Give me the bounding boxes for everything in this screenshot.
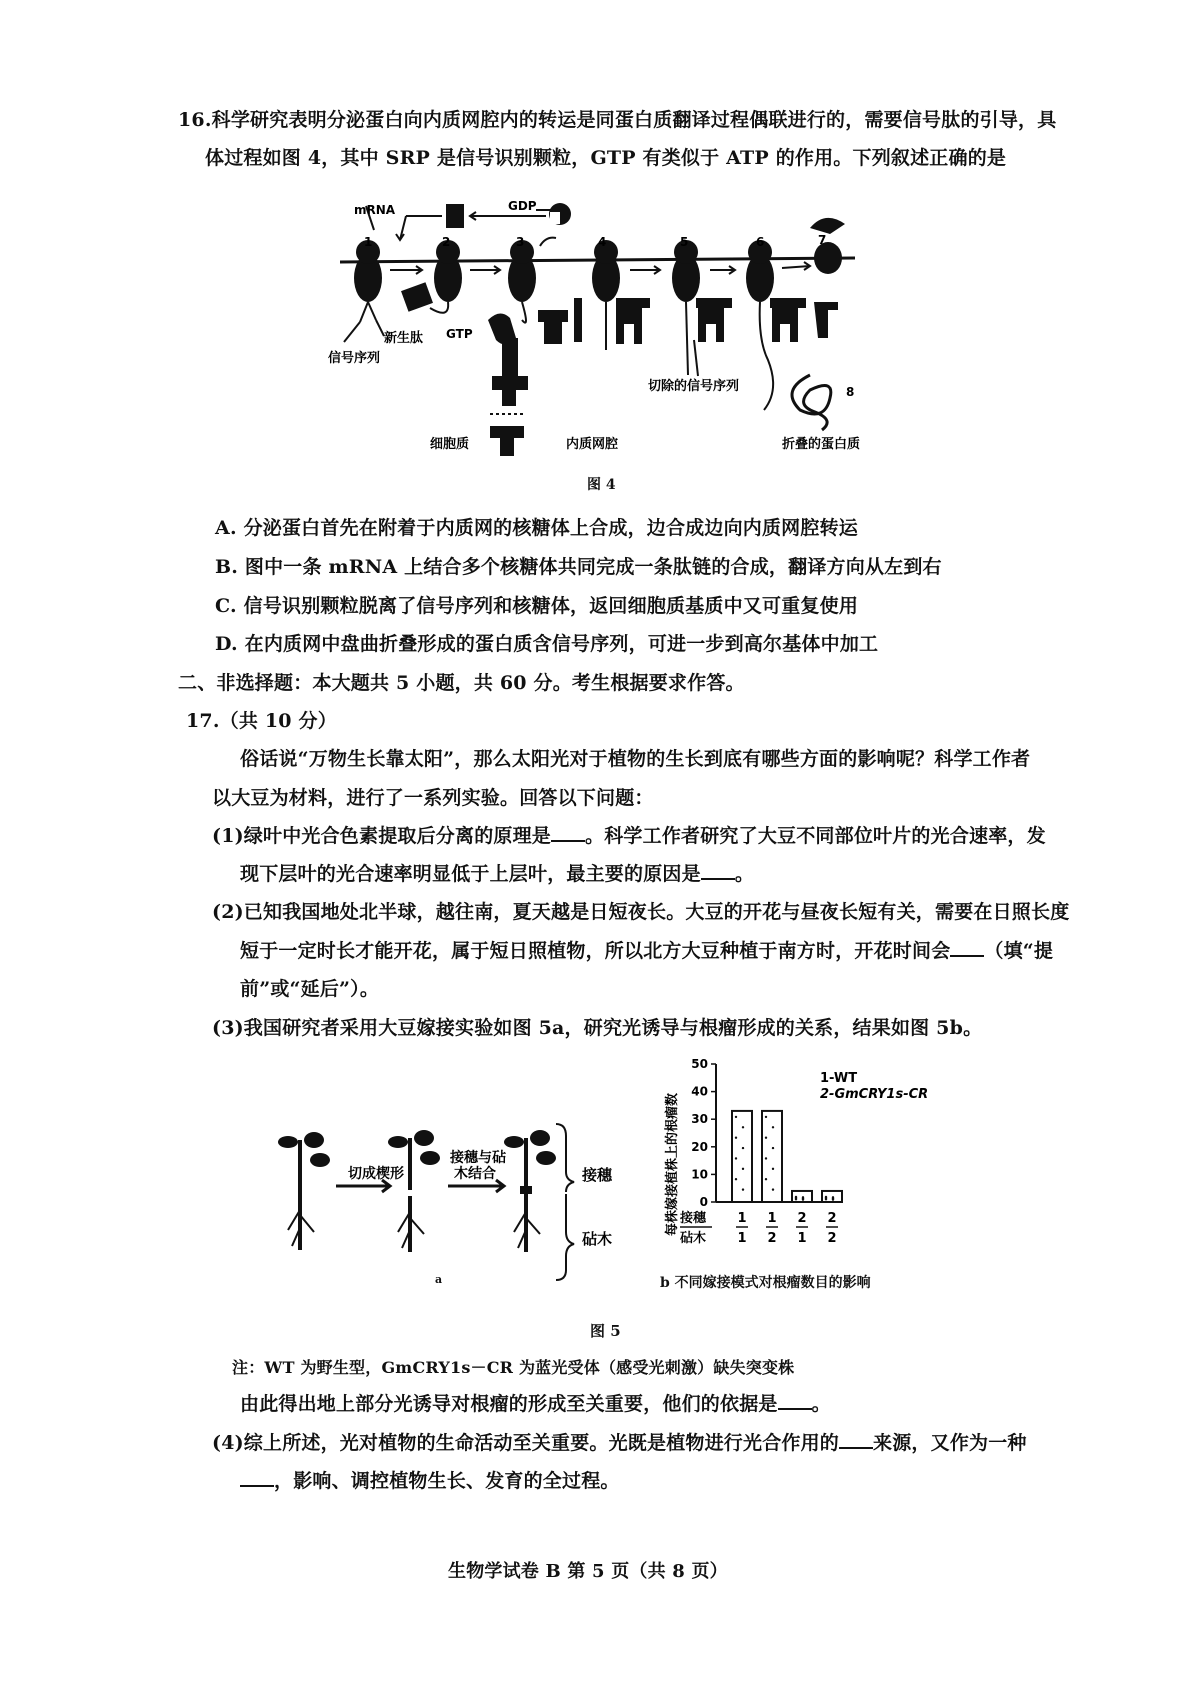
q16-option-d: D. 在内质网中盘曲折叠形成的蛋白质含信号序列，可进一步到高尔基体中加工: [215, 633, 879, 655]
label-n2: 2: [442, 235, 451, 249]
label-rootstock: 砧木: [582, 1230, 613, 1248]
q17-p4b-post: ，影响、调控植物生长、发育的全过程。: [274, 1470, 620, 1492]
ribosome-1: [354, 240, 382, 302]
q17-p1b-post: 。: [734, 863, 755, 885]
label-n7: 7: [818, 233, 827, 247]
label-folded-protein: 折叠的蛋白质: [782, 437, 861, 452]
label-gtp: GTP: [446, 327, 473, 341]
page-footer: 生物学试卷 B 第 5 页（共 8 页）: [448, 1561, 728, 1582]
q17-intro2: 以大豆为材料，进行了一系列实验。回答以下问题：: [212, 787, 654, 809]
label-step-join-b: 木结合: [454, 1166, 496, 1182]
bar-dot: [765, 1157, 767, 1159]
label-n8: 8: [846, 385, 855, 399]
label-cleaved-signal: 切除的信号序列: [648, 379, 740, 394]
q17-part3-conclusion: [240, 1392, 831, 1416]
srp-bound-icon: [401, 282, 433, 312]
chart-y-axis-title: 每株嫁接植株上的根瘤数: [665, 1092, 680, 1236]
label-mrna: mRNA: [354, 203, 396, 217]
q17-header: 17.（共 10 分）: [186, 710, 337, 732]
q17-p1a-post: 。科学工作者研究了大豆不同部位叶片的光合速率，发: [585, 825, 1046, 847]
label-cytoplasm: 细胞质: [430, 437, 470, 452]
q16-option-b: B. 图中一条 mRNA 上结合多个核糖体共同完成一条肽链的合成，翻译方向从左到右: [215, 556, 942, 578]
bar-dot: [765, 1116, 767, 1118]
figure-4-caption: 图 4: [587, 477, 616, 493]
label-nascent: 新生肽: [384, 331, 424, 346]
bar-dot: [772, 1168, 774, 1170]
label-signal-seq: 信号序列: [328, 351, 381, 366]
bar-dot: [742, 1168, 744, 1170]
bar-dot: [735, 1178, 737, 1180]
bar-dot: [742, 1188, 744, 1190]
chart-row-scion: 接穗: [680, 1211, 707, 1226]
ribosome-6: [746, 240, 774, 302]
y-tick-label-2: 20: [691, 1139, 708, 1154]
bar-dot: [742, 1126, 744, 1128]
brace-rootstock: [556, 1194, 574, 1280]
label-step-join-a: 接穗与砧: [450, 1150, 506, 1166]
x-label-scion-0: 1: [737, 1211, 747, 1226]
brace-scion: [556, 1124, 574, 1192]
q17-intro1: 俗话说“万物生长靠太阳”，那么太阳光对于植物的生长到底有哪些方面的影响呢？科学工作者: [240, 748, 1031, 770]
bar-1-2: [762, 1111, 782, 1202]
q17-p1b-pre: 现下层叶的光合速率明显低于上层叶，最主要的原因是: [240, 863, 701, 885]
bar-dot: [772, 1126, 774, 1128]
q17-part3: (3)我国研究者采用大豆嫁接实验如图 5a，研究光诱导与根瘤形成的关系，结果如图 5b。: [212, 1017, 983, 1039]
ribosome-5: [672, 240, 700, 302]
q17-part4-line1: [212, 1431, 1027, 1455]
q17-p4a-post: 来源，又作为一种: [873, 1432, 1027, 1454]
ribosome-2: [434, 240, 462, 302]
x-label-rootstock-2: 1: [797, 1231, 807, 1246]
label-n5: 5: [680, 235, 689, 249]
y-tick-label-1: 10: [691, 1167, 708, 1182]
plant-icon-2: [388, 1130, 440, 1252]
x-label-rootstock-1: 2: [767, 1231, 777, 1246]
srp-gdp-icon: [549, 203, 571, 225]
bar-1-1: [732, 1111, 752, 1202]
plant-icon-3: [504, 1130, 556, 1252]
q17-p2b-pre: 短于一定时长才能开花，属于短日照植物，所以北方大豆种植于南方时，开花时间会: [240, 940, 951, 962]
x-label-scion-2: 2: [797, 1211, 807, 1226]
label-n6: 6: [756, 235, 765, 249]
q17-p1a-pre: (1)绿叶中光合色素提取后分离的原理是: [212, 825, 552, 847]
answer-blank-2[interactable]: [701, 862, 735, 880]
figure-5a-sub-label: a: [435, 1273, 443, 1286]
figure-5b-sub-caption: b 不同嫁接模式对根瘤数目的影响: [660, 1275, 871, 1291]
chart-row-rootstock: 砧木: [680, 1231, 707, 1246]
label-gdp: GDP: [508, 199, 537, 213]
y-tick-label-3: 30: [691, 1112, 708, 1127]
q17-part2-line3: 前”或“延后”）。: [240, 978, 380, 1000]
figure-5a-grafting: [270, 1120, 630, 1290]
x-label-scion-3: 2: [827, 1211, 837, 1226]
q17-p2b-post: （填“提: [984, 940, 1054, 962]
q16-line1: 16.科学研究表明分泌蛋白向内质网腔内的转运是同蛋白质翻译过程偶联进行的，需要信号肽的引导，具: [178, 109, 1057, 131]
answer-blank-4[interactable]: [778, 1392, 812, 1410]
bar-dot: [825, 1198, 827, 1200]
label-scion: 接穗: [582, 1166, 613, 1184]
bar-dot: [735, 1116, 737, 1118]
x-label-rootstock-0: 1: [737, 1231, 747, 1246]
ribosome-4: [592, 240, 620, 302]
bar-dot: [772, 1188, 774, 1190]
bar-dot: [772, 1147, 774, 1149]
q17-p3-conc-post: 。: [811, 1393, 831, 1415]
label-step-wedge: 切成楔形: [348, 1166, 404, 1182]
bar-dot: [765, 1136, 767, 1138]
label-er-lumen: 内质网腔: [566, 437, 619, 452]
bar-dot: [832, 1198, 834, 1200]
label-n1: 1: [364, 235, 373, 249]
y-tick-label-0: 0: [699, 1195, 708, 1209]
figure-4-diagram: [310, 190, 870, 470]
q17-part2-line1: (2)已知我国地处北半球，越往南，夏天越是日短夜长。大豆的开花与昼夜长短有关，需要在日照长度: [212, 901, 1070, 923]
bar-dot: [765, 1178, 767, 1180]
q16-option-c: C. 信号识别颗粒脱离了信号序列和核糖体，返回细胞质基质中又可重复使用: [215, 595, 859, 617]
bar-dot: [742, 1147, 744, 1149]
y-tick-label-4: 40: [691, 1084, 708, 1099]
q16-option-a: A. 分泌蛋白首先在附着于内质网的核糖体上合成，边合成边向内质网腔转运: [215, 517, 858, 539]
q17-p3-conc-pre: 由此得出地上部分光诱导对根瘤的形成至关重要，他们的依据是: [240, 1393, 778, 1415]
answer-blank-6[interactable]: [240, 1469, 274, 1487]
q17-part1-line2: [240, 862, 754, 886]
answer-blank-3[interactable]: [950, 939, 984, 957]
bar-dot: [735, 1136, 737, 1138]
y-tick-label-5: 50: [691, 1057, 708, 1071]
x-label-scion-1: 1: [767, 1211, 777, 1226]
q17-p4a-pre: (4)综上所述，光对植物的生命活动至关重要。光既是植物进行光合作用的: [212, 1432, 840, 1454]
x-label-rootstock-3: 2: [827, 1231, 837, 1246]
q16-line2: 体过程如图 4，其中 SRP 是信号识别颗粒，GTP 有类似于 ATP 的作用。下列叙述正确的是: [205, 147, 1007, 169]
ribosome-3: [508, 240, 536, 302]
bar-dot: [735, 1157, 737, 1159]
translocon-channels: [538, 298, 838, 344]
bar-dot: [795, 1198, 797, 1200]
srp-receptor-icon: [488, 313, 528, 456]
q17-part4-line2: [240, 1469, 620, 1493]
answer-blank-5[interactable]: [839, 1431, 873, 1449]
figure-5-caption: 图 5: [590, 1322, 621, 1340]
chart-legend-1: 1-WT: [820, 1071, 858, 1086]
folded-protein-icon: [792, 375, 831, 430]
section-2-heading: 二、非选择题：本大题共 5 小题，共 60 分。考生根据要求作答。: [178, 672, 745, 694]
label-n3: 3: [516, 235, 525, 249]
figure-5b-chart: [650, 1050, 950, 1260]
q17-note: 注：WT 为野生型，GmCRY1s－CR 为蓝光受体（感受光刺激）缺失突变株: [232, 1358, 795, 1377]
srp-free-icon: [446, 204, 464, 228]
label-n4: 4: [598, 235, 607, 249]
plant-icon-1: [278, 1132, 330, 1250]
bar-dot: [802, 1198, 804, 1200]
q17-part1-line1: [212, 824, 1046, 848]
ribosome-7: [810, 218, 845, 274]
q17-part2-line2: [240, 939, 1053, 963]
chart-legend-2: 2-GmCRY1s-CR: [820, 1087, 929, 1102]
answer-blank-1[interactable]: [551, 824, 585, 842]
